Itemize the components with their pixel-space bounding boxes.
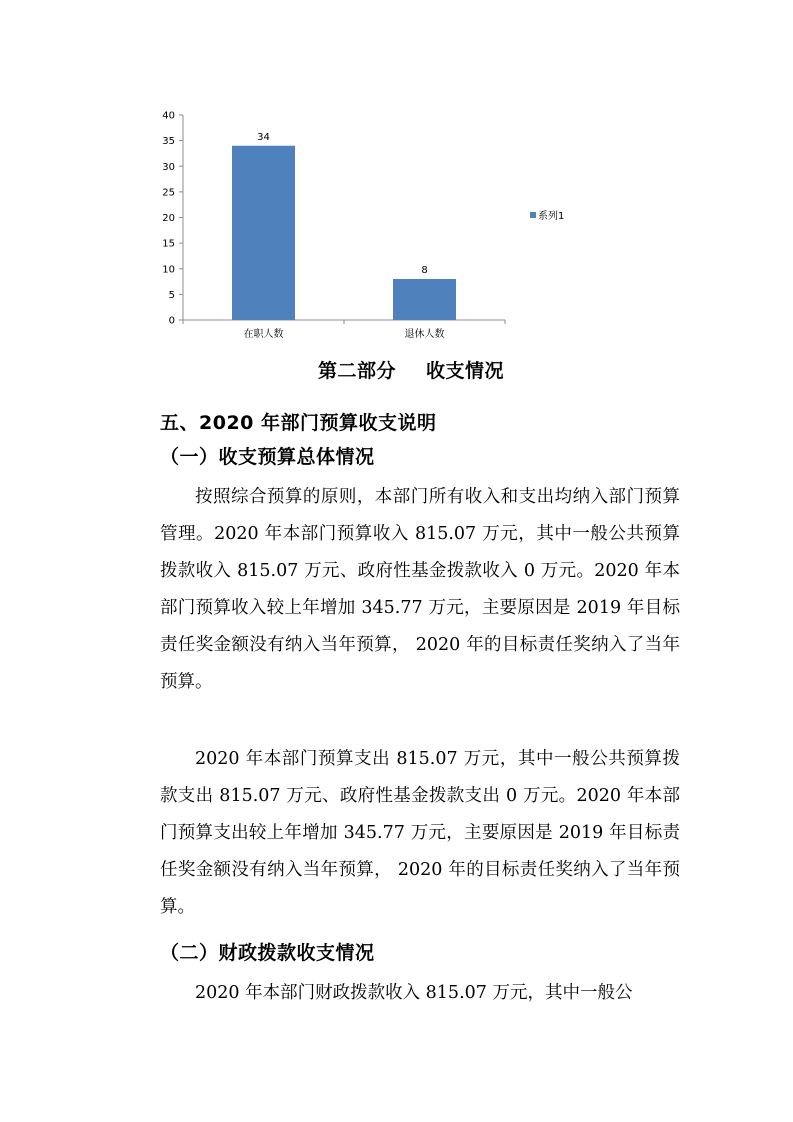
chart-legend [530,209,564,222]
y-tick-label: 40 [162,110,175,122]
y-tick-label: 25 [162,187,175,199]
y-tick-label: 0 [168,315,175,327]
paragraph-fiscal-funding: 2020 年本部门财政拨款收入 815.07 万元，其中一般公 [195,983,633,1003]
bar-data-label: 34 [257,131,270,143]
subsection-heading-overall: （一）收支预算总体情况 [160,446,375,468]
legend-label: 系列1 [538,211,565,222]
part-title-right: 收支情况 [426,360,505,382]
paragraph-budget-overview: 按照综合预算的原则，本部门所有收入和支出均纳入部门预算管理。2020 年本部门预算收入 815.07 万元，其中一般公共预算拨款收入 815.07 万元、政府性基金拨款收入 0 万元。2020 年本部门预算收入较上年增加 345.77 万元，主要原因是 2019 年目标责任奖金额没有纳入当年预算， 2020 年的目标责任奖纳入了当年预算。 [160,487,680,692]
y-tick-label: 5 [168,289,175,301]
y-tick-label: 20 [162,213,175,224]
section-heading: 五、2020 年部门预算收支说明 [160,412,437,434]
bar [393,279,456,320]
y-tick-label: 35 [162,136,175,148]
staff-bar-chart [150,100,600,350]
paragraph-budget-expenditure: 2020 年本部门预算支出 815.07 万元，其中一般公共预算拨款支出 815.07 万元、政府性基金拨款支出 0 万元。2020 年本部门预算支出较上年增加 345.77 万元，主要原因是 2019 年目标责任奖金额没有纳入当年预算， 2020 年的目标责任奖纳入了当年预算。 [160,749,680,917]
x-category-label: 在职人数 [243,329,284,340]
part-title-left: 第二部分 [318,360,397,382]
bar [232,146,295,320]
legend-swatch [530,212,536,218]
y-tick-label: 30 [162,161,175,173]
y-tick-label: 15 [162,238,175,250]
y-tick-label: 10 [162,264,175,276]
x-category-label: 退休人数 [404,329,445,340]
bar-data-label: 8 [421,265,428,276]
subsection-heading-fiscal: （二）财政拨款收支情况 [160,942,375,964]
part-title [318,356,504,383]
